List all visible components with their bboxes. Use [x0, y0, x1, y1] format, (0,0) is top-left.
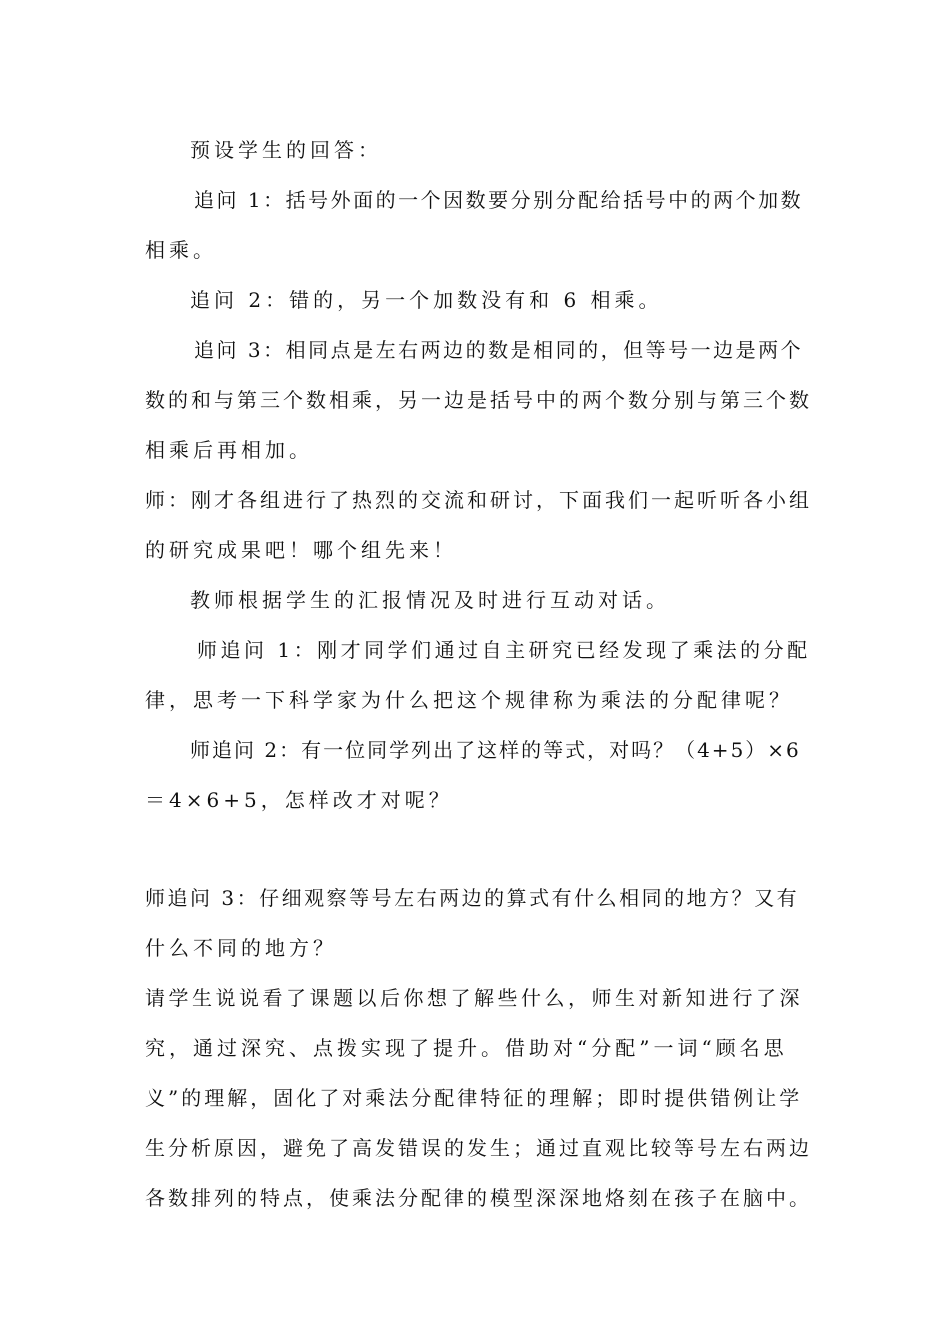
- text-line: 追问 1：括号外面的一个因数要分别分配给括号中的两个加数: [194, 188, 804, 212]
- text-line: ＝4×6+5，怎样改才对呢？: [145, 788, 453, 812]
- text-line: 师追问 1：刚才同学们通过自主研究已经发现了乘法的分配: [197, 638, 811, 662]
- text-line: 究，通过深究、点拨实现了提升。借助对“分配”一词“顾名思: [145, 1036, 788, 1060]
- text-line: 什么不同的地方？: [145, 936, 337, 960]
- text-line: 请学生说说看了课题以后你想了解些什么，师生对新知进行了深: [145, 986, 803, 1010]
- text-line: 律，思考一下科学家为什么把这个规律称为乘法的分配律呢？: [145, 688, 793, 712]
- text-line: 义”的理解，固化了对乘法分配律特征的理解；即时提供错例让学: [145, 1086, 803, 1110]
- text-line: 教师根据学生的汇报情况及时进行互动对话。: [190, 588, 670, 612]
- text-line: 各数排列的特点，使乘法分配律的模型深深地烙刻在孩子在脑中。: [145, 1186, 812, 1210]
- text-line: 相乘。: [145, 238, 217, 262]
- text-line: 师：刚才各组进行了热烈的交流和研讨，下面我们一起听听各小组: [145, 488, 812, 512]
- text-line: 师追问 3：仔细观察等号左右两边的算式有什么相同的地方？又有: [145, 886, 800, 910]
- text-line: 生分析原因，避免了高发错误的发生；通过直观比较等号左右两边: [145, 1136, 812, 1160]
- text-line: 追问 3：相同点是左右两边的数是相同的，但等号一边是两个: [194, 338, 804, 362]
- text-line: 数的和与第三个数相乘，另一边是括号中的两个数分别与第三个数: [145, 388, 812, 412]
- text-line: 相乘后再相加。: [145, 438, 313, 462]
- text-line: 师追问 2：有一位同学列出了这样的等式，对吗？（4+5）×6: [190, 738, 801, 762]
- text-line: 追问 2：错的，另一个加数没有和 6 相乘。: [190, 288, 663, 312]
- text-line: 预设学生的回答：: [190, 138, 382, 162]
- text-line: 的研究成果吧！哪个组先来！: [145, 538, 457, 562]
